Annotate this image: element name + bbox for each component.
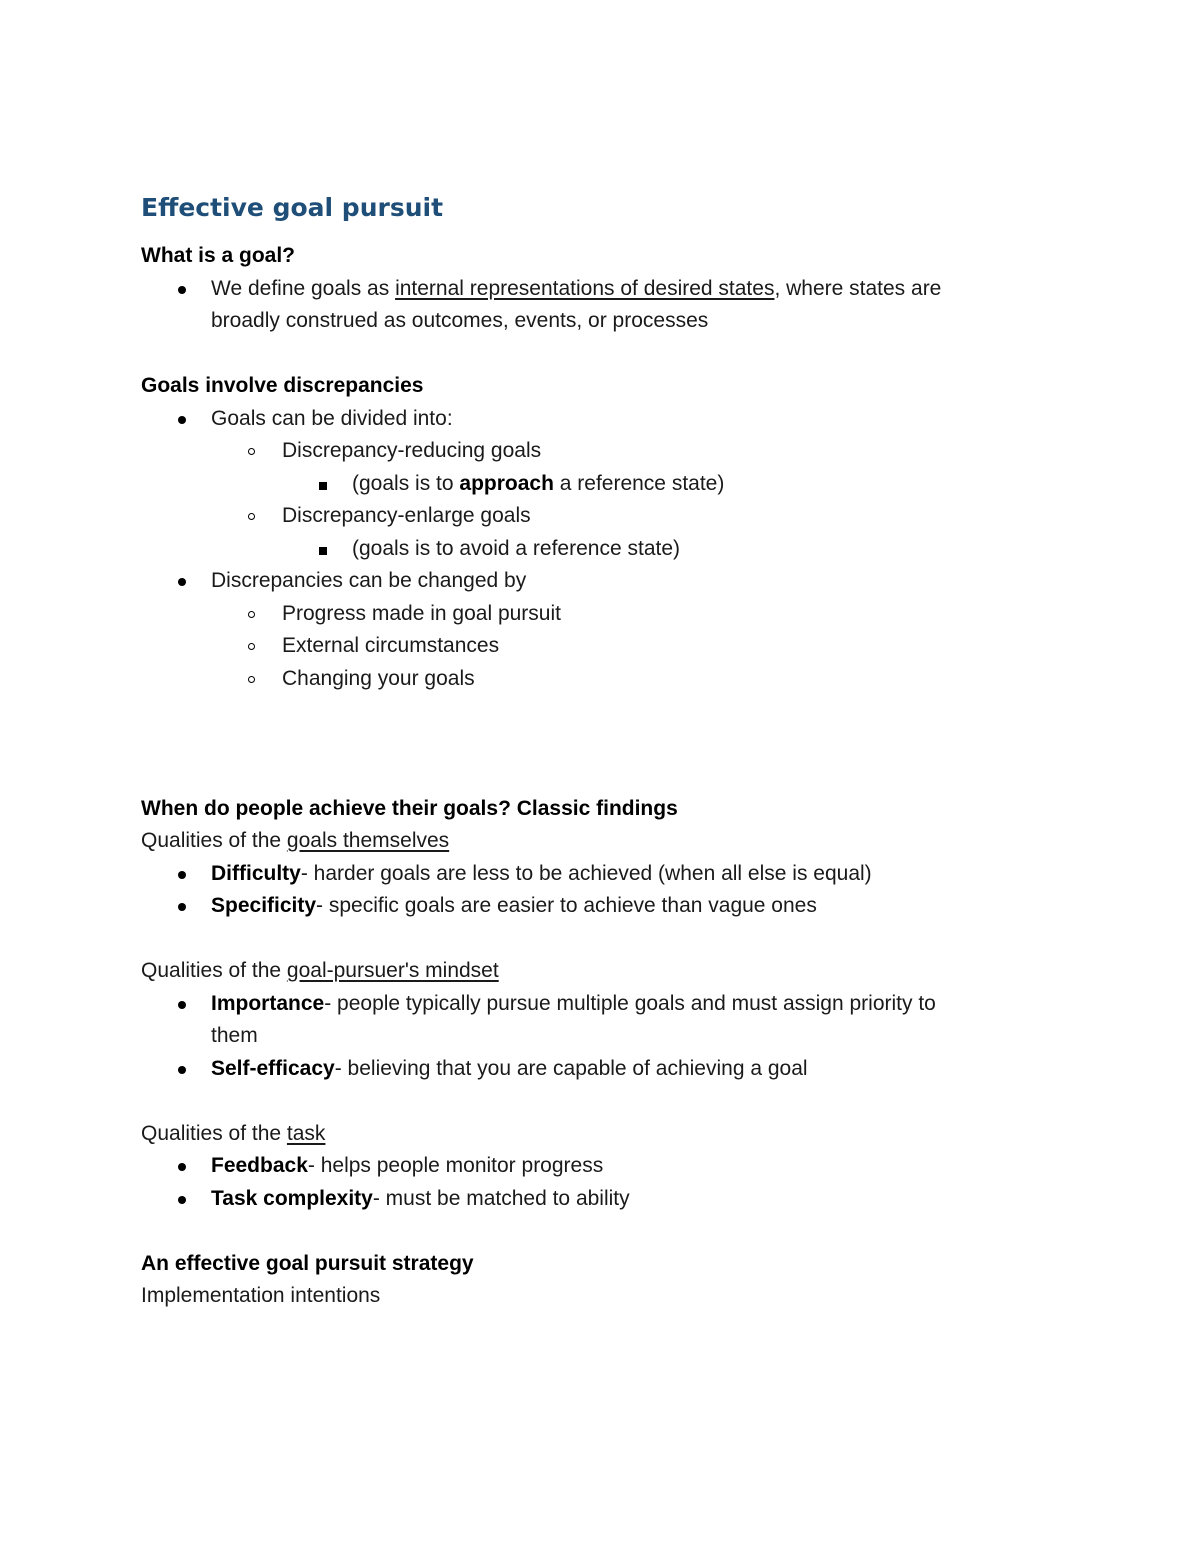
sub-list-item: Discrepancy-reducing goals [141, 435, 1061, 468]
spacer [141, 760, 1061, 793]
square-bullet-icon [319, 547, 327, 555]
hollow-bullet-icon [248, 448, 255, 455]
spacer [141, 695, 1061, 760]
list-item: Specificity- specific goals are easier to achieve than vague ones [141, 890, 1061, 923]
sub-list-item: Progress made in goal pursuit [141, 598, 1061, 631]
underlined-phrase: goals themselves [286, 829, 450, 852]
filled-bullet-icon [178, 903, 186, 911]
filled-bullet-icon [178, 1066, 186, 1074]
list-item: Importance- people typically pursue multiple goals and must assign priority to [141, 988, 1061, 1021]
square-bullet-icon [319, 482, 327, 490]
list-item: Discrepancies can be changed by [141, 565, 1061, 598]
filled-bullet-icon [178, 286, 186, 294]
strategy-text: Implementation intentions [141, 1284, 381, 1307]
list-item: Feedback- helps people monitor progress [141, 1150, 1061, 1183]
sub-list-item: External circumstances [141, 630, 1061, 663]
spacer [141, 1085, 1061, 1118]
list-item-continuation: broadly construed as outcomes, events, or processes [211, 309, 709, 332]
list-item: Task complexity- must be matched to ability [141, 1183, 1061, 1216]
list-item: Goals can be divided into: [141, 403, 1061, 436]
section-heading-strategy: An effective goal pursuit strategy [141, 1251, 474, 1275]
document-title: Effective goal pursuit [141, 193, 444, 222]
spacer [141, 1215, 1061, 1248]
filled-bullet-icon [178, 1196, 186, 1204]
filled-bullet-icon [178, 871, 186, 879]
underlined-phrase: internal representations of desired states [395, 276, 775, 300]
group-label: Qualities of the goals themselves [141, 829, 450, 852]
document-body [141, 240, 1061, 1313]
filled-bullet-icon [178, 578, 186, 586]
filled-bullet-icon [178, 416, 186, 424]
hollow-bullet-icon [248, 676, 255, 683]
spacer [141, 338, 1061, 371]
spacer [141, 923, 1061, 956]
section-heading-discrepancies: Goals involve discrepancies [141, 374, 424, 397]
list-item: Self-efficacy- believing that you are capable of achieving a goal [141, 1053, 1061, 1086]
sub-sub-list-item: (goals is to avoid a reference state) [141, 533, 1061, 566]
underlined-phrase: goal-pursuer's mindset [286, 959, 499, 982]
filled-bullet-icon [178, 1163, 186, 1171]
section-heading-classic-findings: When do people achieve their goals? Classic findings [141, 796, 678, 820]
list-item: We define goals as internal representations of desired states, where states are [141, 273, 1061, 306]
hollow-bullet-icon [248, 611, 255, 618]
filled-bullet-icon [178, 1001, 186, 1009]
section-heading-what-is-a-goal: What is a goal? [141, 244, 296, 267]
sub-sub-list-item: (goals is to approach a reference state) [141, 468, 1061, 501]
list-item-continuation: them [211, 1024, 258, 1047]
hollow-bullet-icon [248, 513, 255, 520]
group-label: Qualities of the goal-pursuer's mindset [141, 959, 499, 982]
group-label: Qualities of the task [141, 1121, 326, 1145]
underlined-phrase: task [286, 1121, 326, 1145]
list-item: Difficulty- harder goals are less to be achieved (when all else is equal) [141, 858, 1061, 891]
sub-list-item: Changing your goals [141, 663, 1061, 696]
sub-list-item: Discrepancy-enlarge goals [141, 500, 1061, 533]
hollow-bullet-icon [248, 643, 255, 650]
